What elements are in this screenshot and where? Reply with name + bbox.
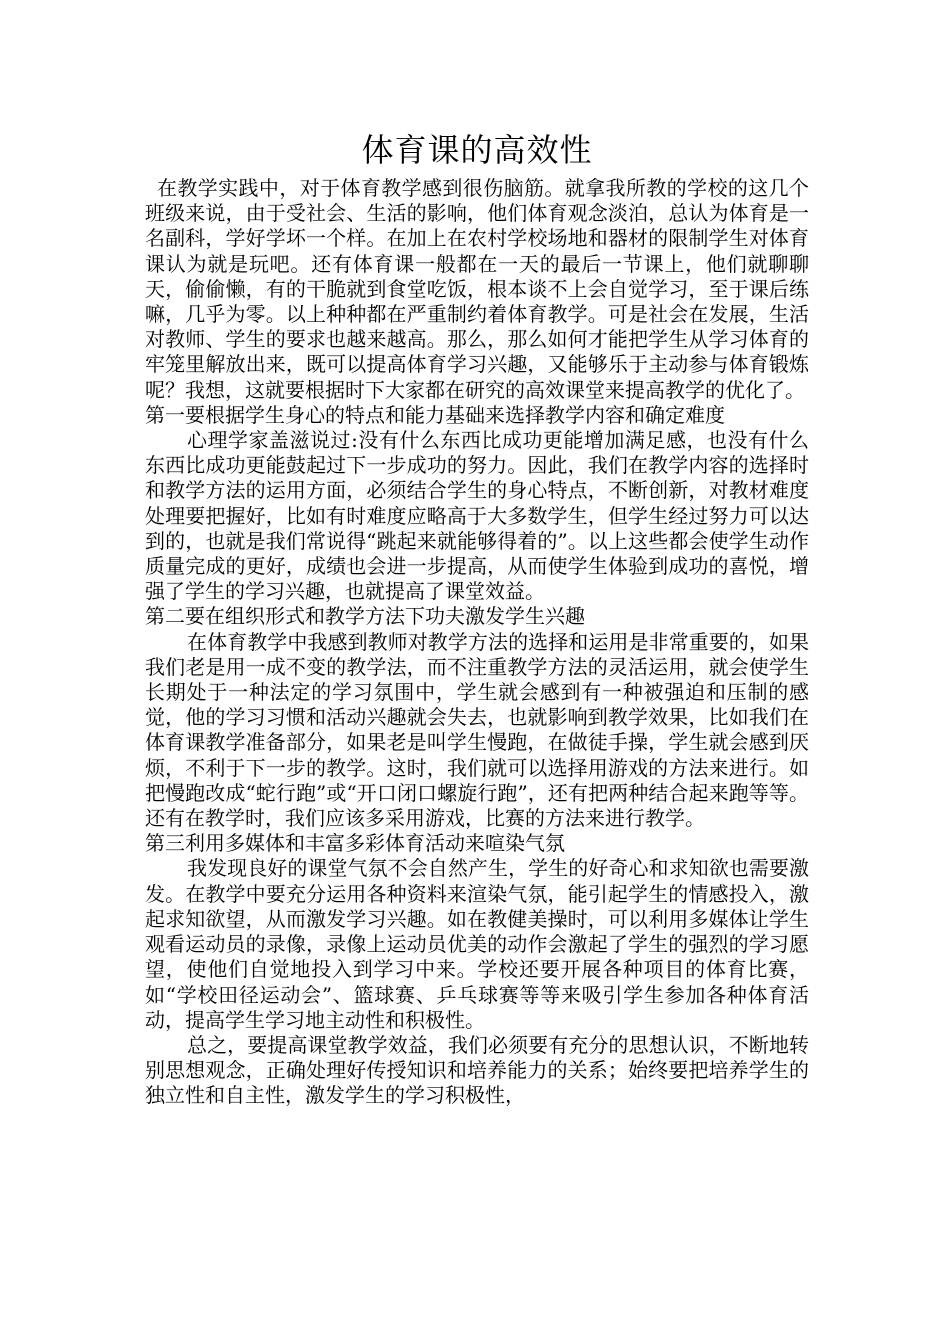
document-title: 体育课的高效性: [361, 131, 593, 169]
section-3-paragraph: 我发现良好的课堂气氛不会自然产生，学生的好奇心和求知欲也需要激发。在教学中要充分运用各种资料来渲染气氛，能引起学生的情感投入，激起求知欲望，从而激发学习兴趣。如在教健美操时，可以利用多媒体让学生观看运动员的录像，录像上运动员优美的动作会激起了学生的强烈的学习愿望，使他们自觉地投入到学习中来。学校还要开展各种项目的体育比赛，如“学校田径运动会”、篮球赛、乒乓球赛等等来吸引学生参加各种体育活动，提高学生学习地主动性和积极性。: [145, 856, 809, 1032]
section-1-paragraph: 心理学家盖滋说过:没有什么东西比成功更能增加满足感，也没有什么东西比成功更能鼓起过下一步成功的努力。因此，我们在教学内容的选择时和教学方法的运用方面，必须结合学生的身心特点，不断创新，对教材难度处理要把握好，比如有时难度应略高于大多数学生，但学生经过努力可以达到的，也就是我们常说得“跳起来就能够得着的”。以上这些都会使学生动作质量完成的更好，成绩也会进一步提高，从而使学生体验到成功的喜悦，增强了学生的学习兴趣，也就提高了课堂效益。: [145, 428, 809, 604]
section-3-heading: 第三利用多媒体和丰富多彩体育活动来喧染气氛: [145, 831, 565, 856]
section-2-paragraph: 在体育教学中我感到教师对教学方法的选择和运用是非常重要的，如果我们老是用一成不变的教学法，而不注重教学方法的灵活运用，就会使学生长期处于一种法定的学习氛围中，学生就会感到有一种被强迫和压制的感觉，他的学习习惯和活动兴趣就会失去，也就影响到教学效果，比如我们在体育课教学准备部分，如果老是叫学生慢跑，在做徒手操，学生就会感到厌烦，不利于下一步的教学。这时，我们就可以选择用游戏的方法来进行。如把慢跑改成“蛇行跑”或“开口闭口螺旋行跑”，还有把两种结合起来跑等等。还有在教学时，我们应该多采用游戏，比赛的方法来进行教学。: [145, 629, 809, 831]
conclusion-paragraph: 总之，要提高课堂教学效益，我们必须要有充分的思想认识，不断地转别思想观念，正确处理好传授知识和培养能力的关系；始终要把培养学生的独立性和自主性，激发学生的学习积极性，: [145, 1032, 809, 1108]
section-1-heading: 第一要根据学生身心的特点和能力基础来选择教学内容和确定难度: [145, 402, 725, 427]
intro-paragraph: 在教学实践中，对于体育教学感到很伤脑筋。就拿我所教的学校的这几个班级来说，由于受社会、生活的影响，他们体育观念淡泊，总认为体育是一名副科，学好学坏一个样。在加上在农村学校场地和器材的限制学生对体育课认为就是玩吧。还有体育课一般都在一天的最后一节课上，他们就聊聊天，偷偷懒，有的干脆就到食堂吃饭，根本谈不上会自觉学习，至于课后练嘛，几乎为零。以上种种都在严重制约着体育教学。可是社会在发展，生活对教师、学生的要求也越来越高。那么，那么如何才能把学生从学习体育的牢笼里解放出来，既可以提高体育学习兴趣，又能够乐于主动参与体育锻炼呢？我想，这就要根据时下大家都在研究的高效课堂来提高教学的优化了。: [145, 176, 809, 402]
document-body: [145, 128, 809, 1109]
section-2-heading: 第二要在组织形式和教学方法下功夫激发学生兴趣: [145, 604, 585, 629]
